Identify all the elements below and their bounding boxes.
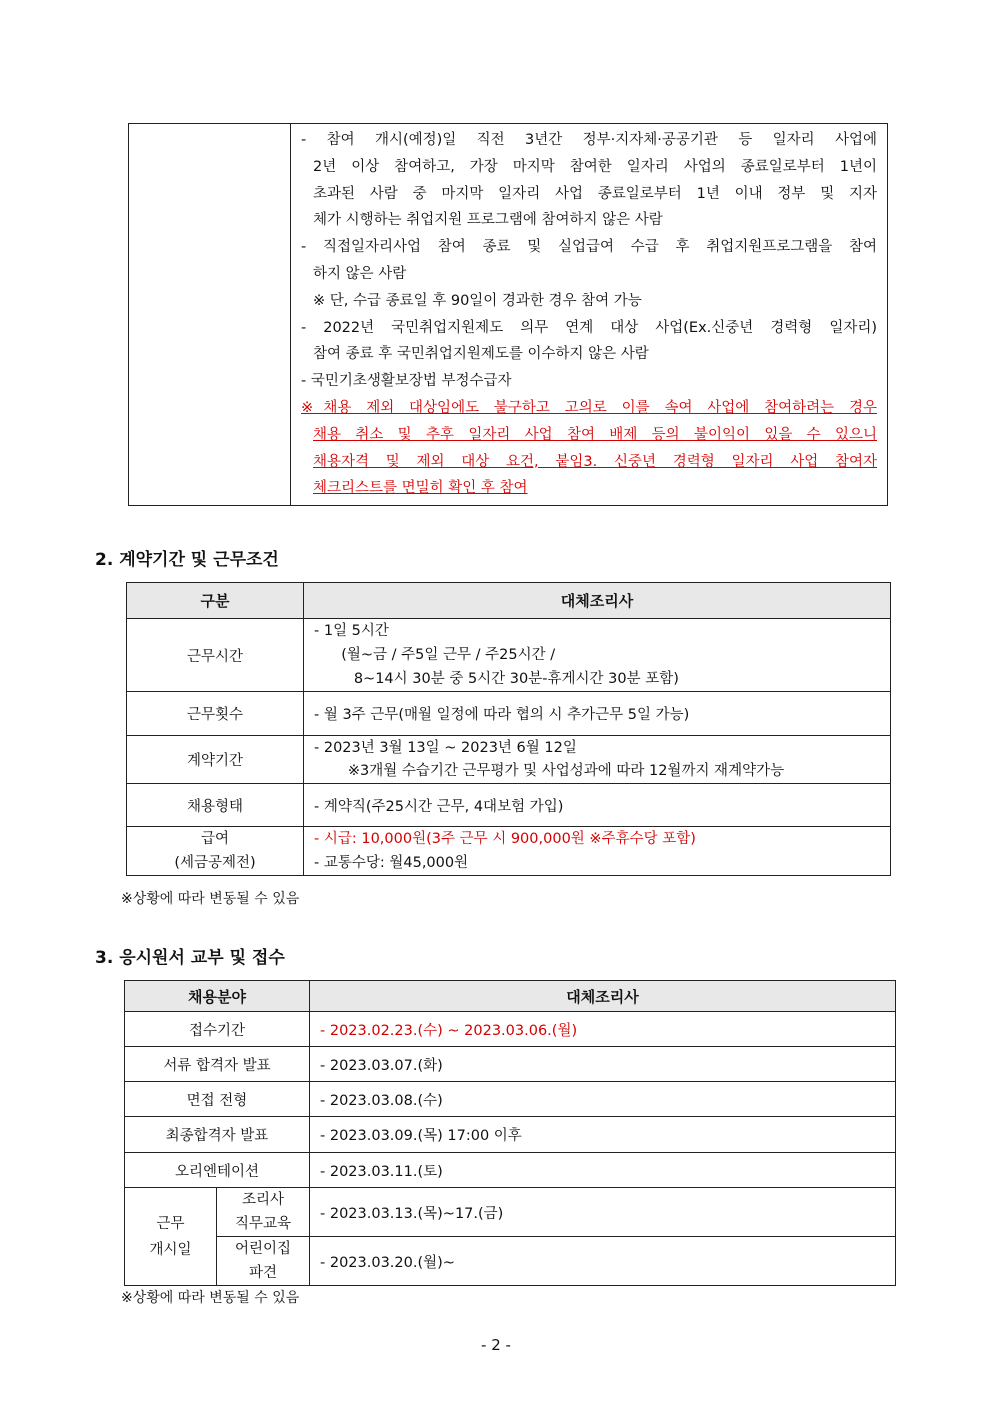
eligibility-line: - 직접일자리사업 참여 종료 및 실업급여 수급 후 취업지원프로그램을 참여 [301,239,877,256]
row-value: - 2023.03.11.(토) [310,1153,896,1188]
eligibility-line: 체가 시행하는 취업지원 프로그램에 참여하지 않은 사람 [313,212,663,229]
row-label: 최종합격자 발표 [125,1117,310,1153]
warning-line: 체크리스트를 면밀히 확인 후 참여 [313,480,528,497]
eligibility-line: - 참여 개시(예정)일 직전 3년간 정부·지자체·공공기관 등 일자리 사업에 [301,132,877,148]
row-label: 급여 [200,831,229,847]
row-label: 면접 전형 [125,1082,310,1117]
section-3-title: 3. 응시원서 교부 및 접수 [95,948,285,968]
row-value-line: (월~금 / 주5일 근무 / 주25시간 / [332,647,556,663]
table-row [125,1188,896,1237]
section-3-note: ※상황에 따라 변동될 수 있음 [121,1290,300,1306]
eligibility-line: 초과된 사람 중 마지막 일자리 사업 종료일로부터 1년 이내 정부 및 지자 [313,185,877,202]
start-date-label: 근무 [156,1215,185,1232]
row-value: - 2023.03.09.(목) 17:00 이후 [310,1117,896,1153]
row-label: 근무시간 [127,619,304,692]
eligibility-table [128,123,888,506]
eligibility-line: - 국민기초생활보장법 부정수급자 [301,373,512,390]
application-period-value: - 2023.02.23.(수) ~ 2023.03.06.(월) [310,1012,896,1047]
table-row [127,784,891,827]
transport-allowance-line: - 교통수당: 월45,000원 [314,855,469,871]
row-value-line: 8~14시 30분 중 5시간 30분-휴게시간 30분 포함) [340,671,679,687]
table-row [125,1082,896,1117]
section-2-title: 2. 계약기간 및 근무조건 [95,550,279,570]
sub-label: 직무교육 [234,1216,292,1232]
row-value-line: ※3개월 수습기간 근무평가 및 사업성과에 따라 12월까지 재계약가능 [334,762,785,779]
work-conditions-table [126,582,891,876]
row-label: 계약기간 [127,736,304,784]
table-header-position: 대체조리사 [304,583,891,619]
section-2-note: ※상황에 따라 변동될 수 있음 [121,891,300,907]
row-value-line: - 2023년 3월 13일 ~ 2023년 6월 12일 [314,739,577,756]
row-label: 오리엔테이션 [125,1153,310,1188]
row-value-line: - 월 3주 근무(매월 일정에 따라 협의 시 추가근무 5일 가능) [314,707,690,723]
row-label: 근무횟수 [127,692,304,736]
eligibility-note: ※ 단, 수급 종료일 후 90일이 경과한 경우 참여 가능 [313,292,642,309]
table-row [125,1237,896,1286]
eligibility-line: 2년 이상 참여하고, 가장 마지막 참여한 일자리 사업의 종료일로부터 1년이 [313,158,877,175]
page-number: - 2 - [481,1336,511,1354]
sub-label: 어린이집 [234,1241,292,1257]
warning-line: ※채용 제외 대상임에도 불구하고 고의로 이를 속여 사업에 참여하려는 경우 [301,399,877,416]
eligibility-content-cell [291,124,888,506]
table-row [125,1153,896,1188]
warning-line: 채용자격 및 제외 대상 요건, 붙임3. 신중년 경력형 일자리 사업 참여자 [313,453,877,470]
table-row [127,692,891,736]
table-row [125,1117,896,1153]
application-schedule-table [124,980,896,1286]
eligibility-line: - 2022년 국민취업지원제도 의무 연계 대상 사업(Ex.신중년 경력형 일자리) [301,319,877,336]
table-header-category: 구분 [127,583,304,619]
sub-label: 조리사 [241,1192,285,1208]
table-row [125,1047,896,1082]
table-row [127,619,891,692]
table-header-position: 대체조리사 [310,981,896,1012]
eligibility-line: 참여 종료 후 국민취업지원제도를 이수하지 않은 사람 [313,346,649,363]
warning-line: 채용 취소 및 추후 일자리 사업 참여 배제 등의 불이익이 있을 수 있으니 [313,426,877,443]
row-value: - 2023.03.20.(월)~ [310,1237,896,1286]
row-value-line: - 계약직(주25시간 근무, 4대보험 가입) [314,798,564,815]
table-header-field: 채용분야 [125,981,310,1012]
row-value: - 2023.03.08.(수) [310,1082,896,1117]
row-label-sub: (세금공제전) [174,855,256,871]
row-value: - 2023.03.07.(화) [310,1047,896,1082]
eligibility-line: 하지 않은 사람 [313,265,407,282]
start-date-label: 개시일 [149,1241,192,1258]
table-row [127,827,891,876]
table-row [125,1012,896,1047]
eligibility-label-cell [129,124,291,506]
row-label: 채용형태 [127,784,304,827]
row-value: - 2023.03.13.(목)~17.(금) [310,1188,896,1237]
table-row [127,736,891,784]
row-label: 서류 합격자 발표 [125,1047,310,1082]
row-value-line: - 1일 5시간 [314,623,389,639]
sub-label: 파견 [248,1265,277,1281]
row-label: 접수기간 [125,1012,310,1047]
wage-line: - 시급: 10,000원(3주 근무 시 900,000원 ※주휴수당 포함) [314,831,696,847]
